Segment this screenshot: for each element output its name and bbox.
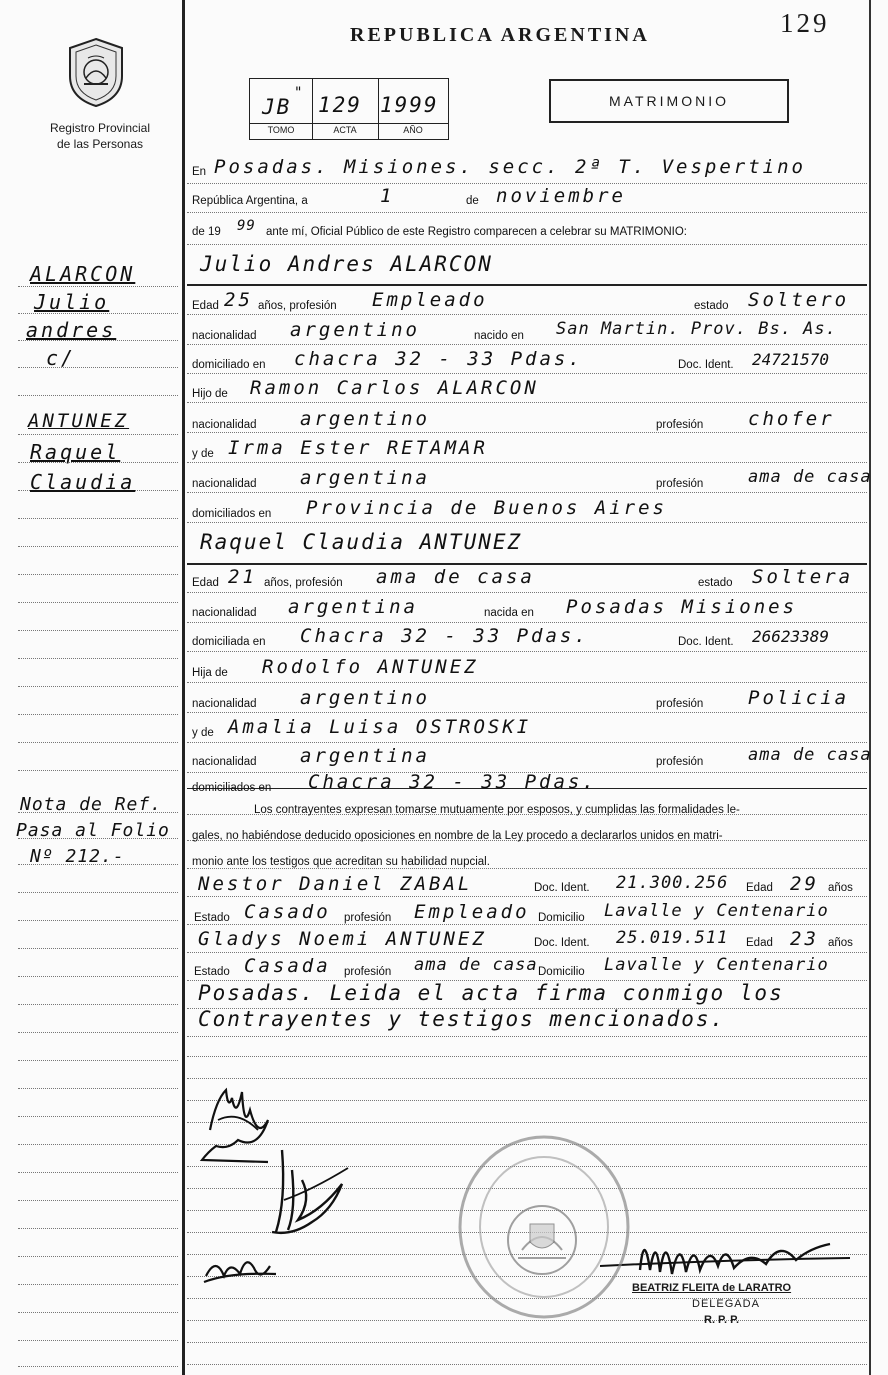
margin-rule [18, 892, 178, 893]
groom-nacido-label: nacido en [474, 330, 524, 342]
margin-bride-name2: Claudia [30, 470, 136, 494]
margin-rule [18, 1172, 178, 1173]
margin-rule [18, 1004, 178, 1005]
bride-doc-number: 26623389 [752, 627, 830, 646]
body-rule [187, 1056, 867, 1057]
groom-father-profesion-label: profesión [656, 419, 704, 431]
margin-rule [18, 920, 178, 921]
tomo-label: TOMO [267, 125, 295, 135]
margin-rule [18, 948, 178, 949]
acta-value: 129 [318, 93, 362, 117]
groom-father-nationality: argentino [300, 408, 430, 430]
bride-age: 21 [228, 566, 257, 588]
closing-line1: Posadas. Leida el acta firma conmigo los [198, 981, 784, 1005]
page-number: 129 [780, 8, 830, 38]
registry-name-line1: Registro Provincial [49, 121, 151, 135]
margin-rule [18, 1284, 178, 1285]
body-rule [187, 682, 867, 683]
margin-rule [18, 546, 178, 547]
body-rule [187, 742, 867, 743]
body-rule [187, 373, 867, 374]
official-title: DELEGADA [692, 1298, 760, 1310]
year-prefix: de 19 [192, 226, 221, 238]
official-seal [456, 1132, 632, 1322]
groom-mother-nationality: argentina [300, 467, 430, 489]
groom-estado: Soltero [748, 289, 850, 311]
acta-label: ACTA [333, 125, 357, 135]
margin-rule [18, 367, 178, 368]
margin-rule [18, 1032, 178, 1033]
right-border-line [869, 0, 871, 1375]
witness-signature [200, 1246, 280, 1296]
margin-rule [18, 602, 178, 603]
groom-birthplace: San Martin. Prov. Bs. As. [556, 319, 837, 339]
body-rule [187, 462, 867, 463]
bride-nacida-label: nacida en [484, 607, 534, 619]
body-rule [187, 952, 867, 953]
tomo-value: JB [262, 95, 292, 119]
body-rule [187, 1342, 867, 1343]
margin-rule [18, 1116, 178, 1117]
margin-rule [18, 770, 178, 771]
groom-domicilio-label: domiciliado en [192, 359, 266, 371]
province-emblem [66, 36, 126, 108]
body-rule [187, 1036, 867, 1037]
witness1-anos-label: años [828, 882, 853, 894]
en-label: En [192, 166, 207, 178]
margin-rule [18, 1366, 178, 1367]
republic-label: República Argentina, a [192, 195, 308, 207]
witness1-name: Nestor Daniel ZABAL [198, 873, 473, 895]
bride-estado: Soltera [752, 566, 854, 588]
bride-father-profession: Policia [748, 687, 850, 709]
witness2-address: Lavalle y Centenario [604, 955, 829, 975]
witness1-edad-label: Edad [746, 882, 773, 894]
groom-profession: Empleado [372, 289, 488, 311]
body-rule [187, 402, 867, 403]
margin-groom-name1: Julio [34, 290, 110, 314]
declaration-line1: Los contrayentes expresan tomarse mutuamente por esposos, y cumplidas las formalidades le- [254, 804, 740, 816]
margin-rule [18, 518, 178, 519]
bride-domicilio-label: domiciliada en [192, 636, 266, 648]
bride-anos-profesion-label: años, profesión [264, 577, 343, 589]
bride-father-name: Rodolfo ANTUNEZ [262, 656, 479, 678]
marriage-day: 1 [380, 185, 395, 207]
groom-parents-address: Provincia de Buenos Aires [306, 497, 667, 519]
intro-text: ante mí, Oficial Público de este Registro comparecen a celebrar su MATRIMONIO: [266, 226, 687, 238]
witness2-estado: Casada [244, 955, 331, 977]
bride-mother-name: Amalia Luisa OSTROSKI [228, 716, 532, 738]
groom-father-profession: chofer [748, 408, 835, 430]
margin-rule [18, 658, 178, 659]
margin-rule [18, 1340, 178, 1341]
witness2-estado-label: Estado [194, 966, 230, 978]
witness2-edad-label: Edad [746, 937, 773, 949]
bride-nacionalidad-label: nacionalidad [192, 607, 257, 619]
registry-name-line2: de las Personas [56, 137, 144, 151]
margin-rule [18, 286, 178, 287]
tomo-suffix: " [294, 85, 306, 101]
body-rule [187, 896, 867, 897]
margin-rule [18, 574, 178, 575]
groom-doc-label: Doc. Ident. [678, 359, 734, 371]
bride-father-profesion-label: profesión [656, 698, 704, 710]
margin-rule [18, 1144, 178, 1145]
document-type-label: MATRIMONIO [609, 93, 729, 109]
witness2-domicilio-label: Domicilio [538, 966, 585, 978]
margin-rule [18, 1228, 178, 1229]
groom-age: 25 [224, 289, 253, 311]
bride-doc-label: Doc. Ident. [678, 636, 734, 648]
groom-full-name: Julio Andres ALARCON [200, 252, 493, 276]
margin-rule [18, 630, 178, 631]
body-rule [187, 868, 867, 869]
witness2-profession: ama de casa [414, 955, 538, 975]
body-rule [187, 492, 867, 493]
document-type-box [549, 79, 789, 123]
bride-address: Chacra 32 - 33 Pdas. [300, 625, 589, 647]
margin-rule [18, 976, 178, 977]
bride-father-nacionalidad-label: nacionalidad [192, 698, 257, 710]
margin-groom-name2: andres [26, 318, 117, 342]
record-reference-box [249, 78, 449, 140]
bride-signature [262, 1140, 358, 1240]
margin-rule [18, 1060, 178, 1061]
bride-hija-label: Hija de [192, 667, 228, 679]
witness1-profession: Empleado [414, 901, 530, 923]
groom-nacionalidad-label: nacionalidad [192, 330, 257, 342]
witness2-doc-label: Doc. Ident. [534, 937, 590, 949]
body-rule [187, 314, 867, 315]
groom-mother-name: Irma Ester RETAMAR [228, 437, 488, 459]
groom-edad-label: Edad [192, 300, 219, 312]
margin-rule [18, 1200, 178, 1201]
witness1-domicilio-label: Domicilio [538, 912, 585, 924]
groom-address: chacra 32 - 33 Pdas. [294, 348, 583, 370]
bride-edad-label: Edad [192, 577, 219, 589]
witness1-age: 29 [790, 873, 819, 895]
bride-estado-label: estado [698, 577, 733, 589]
margin-rule [18, 1312, 178, 1313]
body-rule [187, 924, 867, 925]
groom-section-divider [187, 284, 867, 286]
official-name: BEATRIZ FLEITA de LARATRO [632, 1282, 792, 1294]
bride-parents-address: Chacra 32 - 33 Pdas. [308, 771, 597, 793]
body-rule [187, 212, 867, 213]
groom-mother-profesion-label: profesión [656, 478, 704, 490]
country-title: REPUBLICA ARGENTINA [350, 24, 650, 46]
witness2-age: 23 [790, 928, 819, 950]
margin-groom-surname: ALARCON [30, 262, 136, 286]
body-rule [187, 1122, 867, 1123]
bride-section-divider [187, 563, 867, 565]
witness1-address: Lavalle y Centenario [604, 901, 829, 921]
margin-rule [18, 1088, 178, 1089]
witness1-profesion-label: profesión [344, 912, 392, 924]
bride-mother-nationality: argentina [300, 745, 430, 767]
margin-rule [18, 434, 178, 435]
margin-note-line3: Nº 212.- [30, 846, 125, 867]
groom-anos-profesion-label: años, profesión [258, 300, 337, 312]
witness2-profesion-label: profesión [344, 966, 392, 978]
margin-rule [18, 686, 178, 687]
de-month-label: de [466, 195, 479, 207]
groom-estado-label: estado [694, 300, 729, 312]
groom-domiciliados-label: domiciliados en [192, 508, 272, 520]
bride-yde-label: y de [192, 727, 214, 739]
margin-rule [18, 742, 178, 743]
body-rule [187, 592, 867, 593]
declaration-line2: gales, no habiéndose deducido oposiciones en nombre de la Ley procedo a declararlos unidos en matri- [192, 830, 723, 842]
groom-nationality: argentino [290, 319, 420, 341]
bride-profession: ama de casa [376, 566, 535, 588]
marriage-year: 99 [237, 218, 256, 234]
witness2-anos-label: años [828, 937, 853, 949]
bride-birthplace: Posadas Misiones [566, 596, 798, 618]
groom-yde-label: y de [192, 448, 214, 460]
official-office: R. P. P. [704, 1314, 740, 1326]
body-rule [187, 522, 867, 523]
bride-domiciliados-label: domiciliados en [192, 782, 272, 794]
bride-nationality: argentina [288, 596, 418, 618]
margin-rule [18, 395, 178, 396]
groom-father-nacionalidad-label: nacionalidad [192, 419, 257, 431]
body-rule [187, 1078, 867, 1079]
margin-bride-surname: ANTUNEZ [28, 410, 130, 432]
bride-father-nationality: argentino [300, 687, 430, 709]
left-border-line [182, 0, 185, 1375]
body-rule [187, 432, 867, 433]
ano-value: 1999 [380, 93, 439, 117]
witness1-doc-label: Doc. Ident. [534, 882, 590, 894]
witness1-estado-label: Estado [194, 912, 230, 924]
bride-mother-profesion-label: profesión [656, 756, 704, 768]
bride-full-name: Raquel Claudia ANTUNEZ [200, 530, 523, 554]
bride-mother-profession: ama de casa [748, 745, 872, 765]
body-rule [187, 183, 867, 184]
witness2-name: Gladys Noemi ANTUNEZ [198, 928, 487, 950]
declaration-line3: monio ante los testigos que acreditan su habilidad nupcial. [192, 856, 490, 868]
body-rule [187, 622, 867, 623]
witness2-doc: 25.019.511 [616, 928, 729, 948]
margin-bride-name1: Raquel [30, 440, 121, 464]
margin-connector: c/ [46, 346, 77, 370]
witness1-doc: 21.300.256 [616, 873, 729, 893]
groom-mother-nacionalidad-label: nacionalidad [192, 478, 257, 490]
body-rule [187, 712, 867, 713]
official-signature [600, 1220, 850, 1290]
body-rule [187, 244, 867, 245]
body-rule [187, 1364, 867, 1365]
margin-rule [18, 714, 178, 715]
groom-doc-number: 24721570 [752, 350, 830, 369]
groom-hijo-label: Hijo de [192, 388, 228, 400]
margin-note-line2: Pasa al Folio [16, 820, 170, 841]
witness1-estado: Casado [244, 901, 331, 923]
groom-father-name: Ramon Carlos ALARCON [250, 377, 539, 399]
body-rule [187, 651, 867, 652]
bride-mother-nacionalidad-label: nacionalidad [192, 756, 257, 768]
margin-rule [18, 1256, 178, 1257]
groom-mother-profession: ama de casa [748, 467, 872, 487]
closing-line2: Contrayentes y testigos mencionados. [198, 1007, 726, 1031]
marriage-place: Posadas. Misiones. secc. 2ª T. Vespertino [214, 156, 806, 178]
body-rule [187, 1100, 867, 1101]
marriage-month: noviembre [496, 185, 626, 207]
body-rule [187, 344, 867, 345]
ano-label: AÑO [403, 125, 423, 135]
margin-note-line1: Nota de Ref. [20, 794, 163, 815]
